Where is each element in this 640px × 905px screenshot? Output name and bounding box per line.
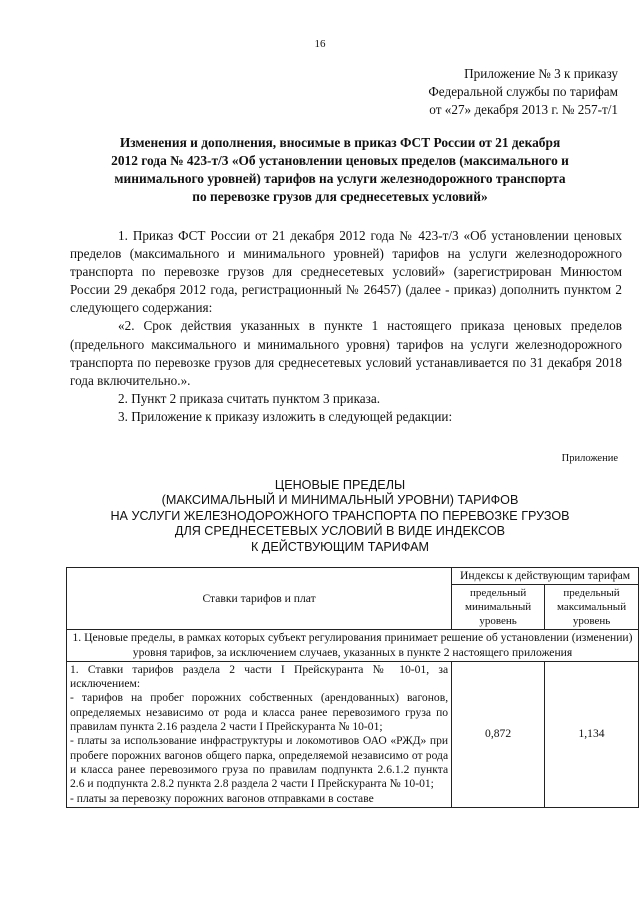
row-1-line: - платы за перевозку порожних вагонов отправками в составе — [70, 791, 374, 805]
heading-line: ДЛЯ СРЕДНЕСЕТЕВЫХ УСЛОВИЙ В ВИДЕ ИНДЕКСОВ — [174, 524, 506, 539]
title-line: 2012 года № 423-т/3 «Об установлении ценовых пределов (максимального и — [111, 153, 569, 168]
heading-line: (МАКСИМАЛЬНЫЙ И МИНИМАЛЬНЫЙ УРОВНИ) ТАРИФОВ — [161, 493, 519, 508]
table-header-row — [67, 568, 639, 585]
paragraph-3: 3. Приложение к приказу изложить в следующей редакции: — [118, 408, 453, 424]
row-1-line: - платы за использование инфраструктуры и локомотивов ОАО «РЖД» при пробеге порожних вагонов общего парка, определяемой независимо от рода и класса ранее перевозимого груза по правилам подпункта 2.6.1.2 пункта 2.6 и подпункта 2.8.2 пункта 2.8 раздела 2 части I Прейскуранта № 10-01; — [70, 734, 449, 791]
appendix-header — [358, 65, 618, 119]
page-number: 16 — [314, 38, 326, 50]
table-row — [67, 661, 639, 807]
table-section-row — [67, 630, 639, 662]
title-line: по перевозке грузов для среднесетевых условий» — [192, 189, 488, 204]
row-1-description — [67, 661, 452, 807]
section-1-text: 1. Ценовые пределы, в рамках которых субъект регулирования принимает решение об установлении (изменении) уровня тарифов, за исключением случаев, указанных в пункте 2 настоящего приложения — [67, 630, 639, 662]
heading-line: НА УСЛУГИ ЖЕЛЕЗНОДОРОЖНОГО ТРАНСПОРТА ПО ПЕРЕВОЗКЕ ГРУЗОВ — [110, 508, 570, 523]
paragraph-1: 1. Приказ ФСТ России от 21 декабря 2012 года № 423-т/3 «Об установлении ценовых пределов (максимального и минимального уровней) тарифов на услуги железнодорожного транспорта по перевозке грузов для среднесетевых условий» (зарегистрирован Минюстом России 29 декабря 2012 года, регистрационный № 26457) (далее - приказ) дополнить пунктом 2 следующего содержания: — [70, 228, 622, 316]
row-1-line: 1. Ставки тарифов раздела 2 части I Прейскуранта № 10-01, за исключением: — [70, 662, 449, 691]
document-body — [70, 227, 622, 426]
tariff-table — [66, 567, 639, 808]
appendix-header-line: от «27» декабря 2013 г. № 257-т/1 — [429, 102, 618, 117]
row-1-max-value: 1,134 — [545, 661, 639, 807]
col-header-max: предельный максимальный уровень — [545, 585, 639, 630]
document-title — [70, 134, 610, 206]
appendix-header-line: Приложение № 3 к приказу — [464, 66, 618, 81]
appendix-header-line: Федеральной службы по тарифам — [428, 84, 618, 99]
col-header-min: предельный минимальный уровень — [452, 585, 545, 630]
col-header-rates: Ставки тарифов и плат — [67, 568, 452, 630]
heading-line: ЦЕНОВЫЕ ПРЕДЕЛЫ — [274, 478, 406, 492]
row-1-line: - тарифов на пробег порожних собственных (арендованных) вагонов, определяемых независимо от рода и класса ранее перевозимого груза по правилам пункта 2.16 раздела 2 части I Прейскуранта № 10-01; — [70, 691, 449, 734]
col-header-indices: Индексы к действующим тарифам — [452, 568, 639, 585]
row-1-min-value: 0,872 — [452, 661, 545, 807]
heading-line: К ДЕЙСТВУЮЩИМ ТАРИФАМ — [250, 539, 430, 554]
title-line: минимального уровней) тарифов на услуги железнодорожного транспорта — [114, 171, 566, 186]
appendix-label: Приложение — [561, 453, 618, 464]
title-line: Изменения и дополнения, вносимые в приказ ФСТ России от 21 декабря — [119, 135, 561, 150]
appendix-heading — [100, 478, 580, 555]
paragraph-quote: «2. Срок действия указанных в пункте 1 настоящего приказа ценовых пределов (предельного максимального и минимального уровня) тарифов на услуги железнодорожного транспорта по перевозке грузов для среднесетевых условий устанавливается по 31 декабря 2018 года включительно.». — [70, 318, 622, 388]
paragraph-2: 2. Пункт 2 приказа считать пунктом 3 приказа. — [118, 390, 380, 406]
